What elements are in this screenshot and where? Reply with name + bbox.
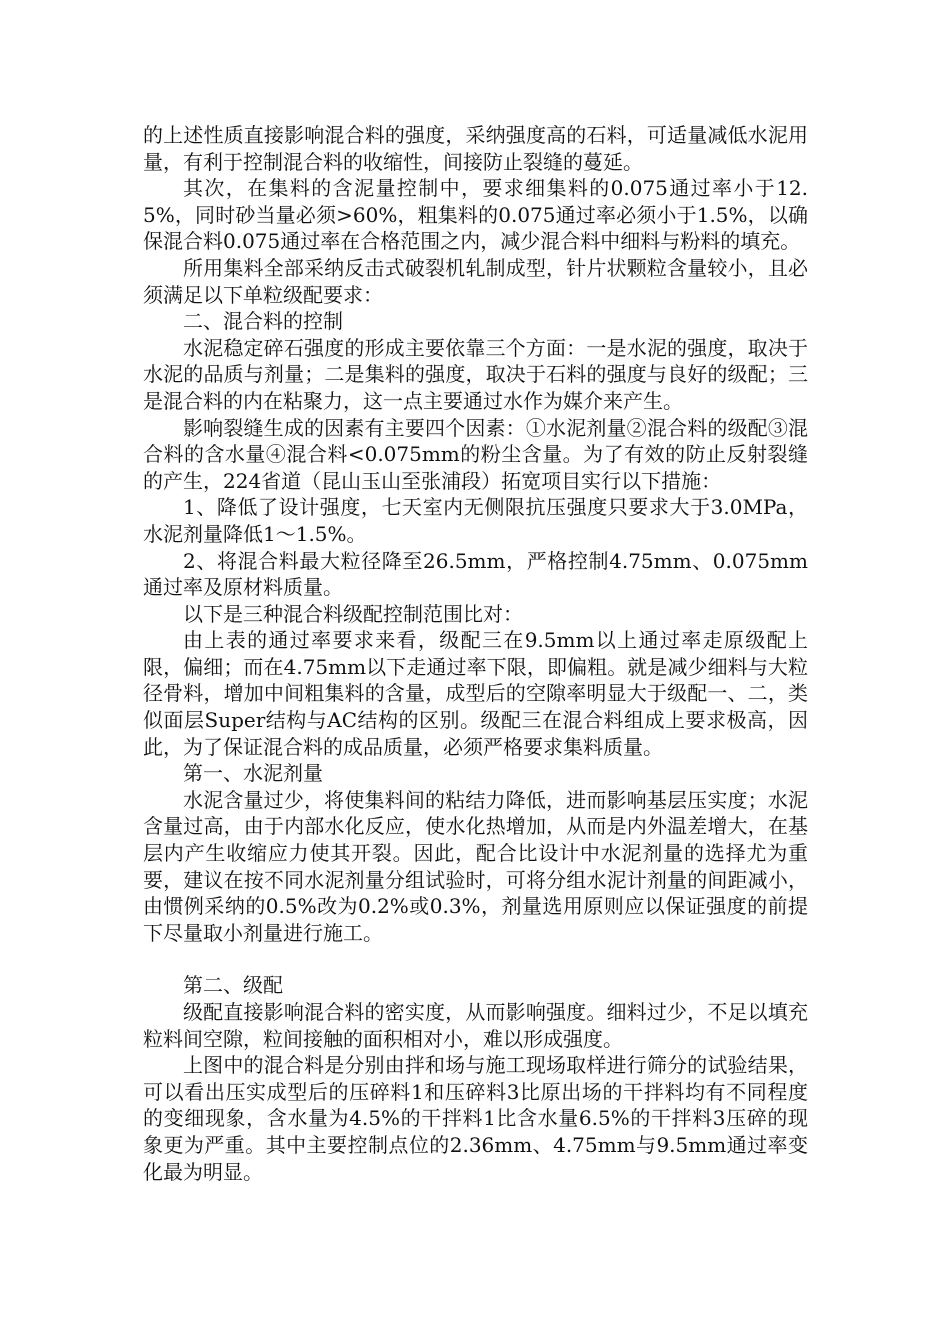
paragraph-continuation: 的上述性质直接影响混合料的强度，采纳强度高的石料，可适量减低水泥用量，有利于控制混合料的收缩性，间接防止裂缝的蔓延。 [143,123,808,174]
paragraph-cement-dosage: 水泥含量过少，将使集料间的粘结力降低，进而影响基层压实度；水泥含量过高，由于内部水化反应，使水化热增加，从而是内外温差增大，在基层内产生收缩应力使其开裂。因此，配合比设计中水泥剂量的选择尤为重要，建议在按不同水泥剂量分组试验时，可将分组水泥计剂量的间距减小，由惯例采纳的0.5%改为0.2%或0.3%，剂量选用原则应以保证强度的前提下尽量取小剂量进行施工。 [143,787,808,945]
paragraph-crack-factors: 影响裂缝生成的因素有主要四个因素：①水泥剂量②混合料的级配③混合料的含水量④混合料<0.075mm的粉尘含量。为了有效的防止反射裂缝的产生，224省道（昆山玉山至张浦段）拓宽项目实行以下措施： [143,415,808,493]
document-body [143,122,808,1185]
section-heading-gradation: 第二、级配 [183,973,283,998]
paragraph-gradation-comparison-intro: 以下是三种混合料级配控制范围比对： [183,601,523,626]
paragraph-strength-sources: 水泥稳定碎石强度的形成主要依靠三个方面：一是水泥的强度，取决于水泥的品质与剂量；二是集料的强度，取决于石料的强度与良好的级配；三是混合料的内在粘聚力，这一点主要通过水作为媒介来产生。 [143,335,808,413]
paragraph-measure-2: 2、将混合料最大粒径降至26.5mm，严格控制4.75mm、0.075mm通过率及原材料质量。 [143,548,808,600]
paragraph-aggregate-crushing: 所用集料全部采纳反击式破裂机轧制成型，针片状颗粒含量较小，且必须满足以下单粒级配要求： [143,255,808,307]
section-heading-cement-dosage: 第一、水泥剂量 [183,761,323,786]
paragraph-aggregate-mud-content: 其次，在集料的含泥量控制中，要求细集料的0.075通过率小于12.5%，同时砂当量必须>60%，粗集料的0.075通过率必须小于1.5%，以确保混合料0.075通过率在合格范围之内，减少混合料中细料与粉料的填充。 [143,176,808,254]
section-heading-mixture-control: 二、混合料的控制 [183,309,343,334]
paragraph-measure-1: 1、降低了设计强度，七天室内无侧限抗压强度只要求大于3.0MPa，水泥剂量降低1～1.5%。 [143,495,808,546]
paragraph-gradation-analysis: 由上表的通过率要求来看，级配三在9.5mm以上通过率走原级配上限，偏细；而在4.75mm以下走通过率下限，即偏粗。就是减少细料与大粒径骨料，增加中间粗集料的含量，成型后的空隙率明显大于级配一、二，类似面层Super结构与AC结构的区别。级配三在混合料组成上要求极高，因此，为了保证混合料的成品质量，必须严格要求集料质量。 [143,628,808,759]
paragraph-gradation-density: 级配直接影响混合料的密实度，从而影响强度。细料过少，不足以填充粒料间空隙，粒间接触的面积相对小，难以形成强度。 [143,1000,808,1051]
paragraph-sieve-results: 上图中的混合料是分别由拌和场与施工现场取样进行筛分的试验结果，可以看出压实成型后的压碎料1和压碎料3比原出场的干拌料均有不同程度的变细现象，含水量为4.5%的干拌料1比含水量6.5%的干拌料3压碎的现象更为严重。其中主要控制点位的2.36mm、4.75mm与9.5mm通过率变化最为明显。 [143,1053,808,1184]
